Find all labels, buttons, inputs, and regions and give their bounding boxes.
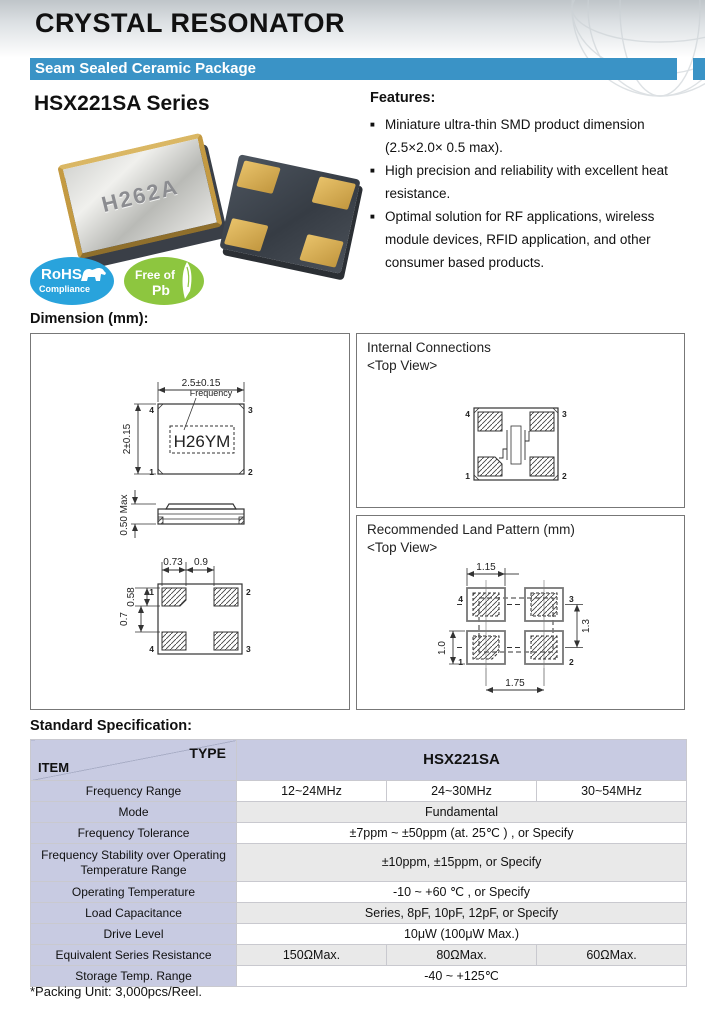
packing-unit-note: *Packing Unit: 3,000pcs/Reel. bbox=[30, 984, 202, 999]
top-view-subtitle: <Top View> bbox=[367, 540, 438, 555]
dim-col-pitch: 1.75 bbox=[505, 678, 525, 689]
rohs-badge bbox=[30, 257, 114, 305]
polar-bear-icon bbox=[79, 266, 107, 283]
top-view-subtitle: <Top View> bbox=[367, 358, 438, 373]
row-label: Storage Temp. Range bbox=[31, 966, 237, 987]
dim-height: 2±0.15 bbox=[122, 423, 133, 455]
cell-value: 30~54MHz bbox=[537, 781, 687, 802]
pin-number: 1 bbox=[149, 467, 154, 477]
pin-number: 1 bbox=[465, 471, 470, 481]
dim-pad-width: 0.73 bbox=[163, 557, 183, 568]
land-pattern-box bbox=[356, 515, 685, 710]
pb-free-badge bbox=[124, 257, 204, 305]
table-row bbox=[31, 781, 687, 802]
table-row bbox=[31, 945, 687, 966]
internal-connections-box bbox=[356, 333, 685, 508]
row-label: Operating Temperature bbox=[31, 882, 237, 903]
table-row bbox=[31, 844, 687, 882]
type-header: TYPE bbox=[189, 745, 226, 761]
row-label: Frequency Range bbox=[31, 781, 237, 802]
pb-free-label: Free of bbox=[135, 268, 176, 282]
package-dimension-drawing bbox=[31, 334, 349, 709]
chip-pad bbox=[236, 160, 281, 194]
row-label: Equivalent Series Resistance bbox=[31, 945, 237, 966]
pin-number: 2 bbox=[569, 657, 574, 667]
internal-connections-drawing bbox=[357, 334, 684, 507]
cell-value: -40 ~ +125℃ bbox=[237, 966, 687, 987]
row-label: Mode bbox=[31, 802, 237, 823]
dim-thickness: 0.50 Max bbox=[119, 494, 130, 536]
pin-number: 3 bbox=[246, 644, 251, 654]
pin-number: 4 bbox=[465, 409, 470, 419]
dimension-heading: Dimension (mm): bbox=[30, 311, 149, 327]
marking-text: H26YM bbox=[173, 432, 231, 451]
pin-number: 2 bbox=[246, 587, 251, 597]
features-section bbox=[370, 90, 690, 274]
bullet-icon: ■ bbox=[370, 120, 375, 129]
banner-accent-square bbox=[693, 58, 705, 80]
pin-number: 1 bbox=[458, 657, 463, 667]
feature-text: Miniature ultra-thin SMD product dimension (2.5×2.0× 0.5 max). bbox=[385, 117, 645, 155]
item-type-header-cell bbox=[31, 740, 237, 781]
cell-value: Fundamental bbox=[237, 802, 687, 823]
pin-number: 2 bbox=[562, 471, 567, 481]
pin-number: 2 bbox=[248, 467, 253, 477]
cell-value: -10 ~ +60 ℃ , or Specify bbox=[237, 882, 687, 903]
dimension-drawing-box bbox=[30, 333, 350, 710]
pin-number: 3 bbox=[569, 594, 574, 604]
bird-icon bbox=[178, 261, 195, 301]
row-label: Load Capacitance bbox=[31, 903, 237, 924]
pin-number: 3 bbox=[248, 405, 253, 415]
table-row bbox=[31, 903, 687, 924]
item-header: ITEM bbox=[38, 760, 70, 776]
table-row bbox=[31, 882, 687, 903]
cell-value: ±10ppm, ±15ppm, or Specify bbox=[237, 844, 687, 882]
feature-item bbox=[370, 205, 690, 274]
cell-value: Series, 8pF, 10pF, 12pF, or Specify bbox=[237, 903, 687, 924]
pin-number: 1 bbox=[149, 587, 154, 597]
table-row bbox=[31, 802, 687, 823]
pin-number: 4 bbox=[458, 594, 463, 604]
cell-value: 12~24MHz bbox=[237, 781, 387, 802]
product-photo-top bbox=[57, 133, 223, 260]
dim-pad-height: 0.58 bbox=[126, 587, 137, 607]
dim-pad-vgap: 0.7 bbox=[119, 612, 130, 626]
cell-value: 24~30MHz bbox=[387, 781, 537, 802]
row-label: Frequency Stability over Operating Temperature Range bbox=[31, 844, 237, 882]
pin-number: 3 bbox=[562, 409, 567, 419]
rohs-sublabel: Compliance bbox=[39, 284, 91, 294]
feature-text: Optimal solution for RF applications, wireless module devices, RFID application, and other consumer based products. bbox=[385, 209, 655, 270]
chip-marking: H262A bbox=[98, 173, 181, 218]
table-row bbox=[31, 924, 687, 945]
feature-item bbox=[370, 159, 690, 205]
chip-pad bbox=[224, 218, 269, 252]
land-pattern-title: Recommended Land Pattern (mm) bbox=[367, 522, 575, 537]
table-header-row bbox=[31, 740, 687, 781]
chip-pad bbox=[312, 176, 357, 210]
cell-value: 60ΩMax. bbox=[537, 945, 687, 966]
bullet-icon: ■ bbox=[370, 212, 375, 221]
dim-pad-width: 1.15 bbox=[476, 562, 496, 573]
dim-pad-gap: 0.9 bbox=[194, 557, 208, 568]
series-title: HSX221SA Series bbox=[34, 92, 210, 115]
dim-row-pitch: 1.3 bbox=[581, 619, 592, 633]
cell-value: 80ΩMax. bbox=[387, 945, 537, 966]
land-pattern-drawing bbox=[357, 516, 684, 709]
pb-label: Pb bbox=[152, 282, 170, 298]
bullet-icon: ■ bbox=[370, 166, 375, 175]
spec-heading: Standard Specification: bbox=[30, 718, 192, 734]
dim-width: 2.5±0.15 bbox=[181, 378, 221, 389]
pin-number: 4 bbox=[149, 644, 154, 654]
product-photo-bottom bbox=[219, 154, 360, 274]
frequency-callout: Frequency bbox=[189, 388, 233, 398]
dim-pad-height: 1.0 bbox=[437, 641, 448, 655]
cell-value: ±7ppm ~ ±50ppm (at. 25℃ ) , or Specify bbox=[237, 823, 687, 844]
feature-text: High precision and reliability with excellent heat resistance. bbox=[385, 163, 668, 201]
feature-item bbox=[370, 113, 690, 159]
row-label: Drive Level bbox=[31, 924, 237, 945]
table-row bbox=[31, 823, 687, 844]
page-title: CRYSTAL RESONATOR bbox=[35, 8, 346, 38]
row-label: Frequency Tolerance bbox=[31, 823, 237, 844]
cell-value: 10μW (100μW Max.) bbox=[237, 924, 687, 945]
chip-pad bbox=[299, 234, 344, 268]
cell-value: 150ΩMax. bbox=[237, 945, 387, 966]
features-heading: Features: bbox=[370, 90, 436, 106]
spec-table bbox=[30, 739, 687, 987]
rohs-label: RoHS bbox=[41, 266, 82, 283]
model-header: HSX221SA bbox=[237, 740, 687, 781]
internal-connections-title: Internal Connections bbox=[367, 340, 491, 355]
pin-number: 4 bbox=[149, 405, 154, 415]
package-banner: Seam Sealed Ceramic Package bbox=[30, 58, 677, 80]
